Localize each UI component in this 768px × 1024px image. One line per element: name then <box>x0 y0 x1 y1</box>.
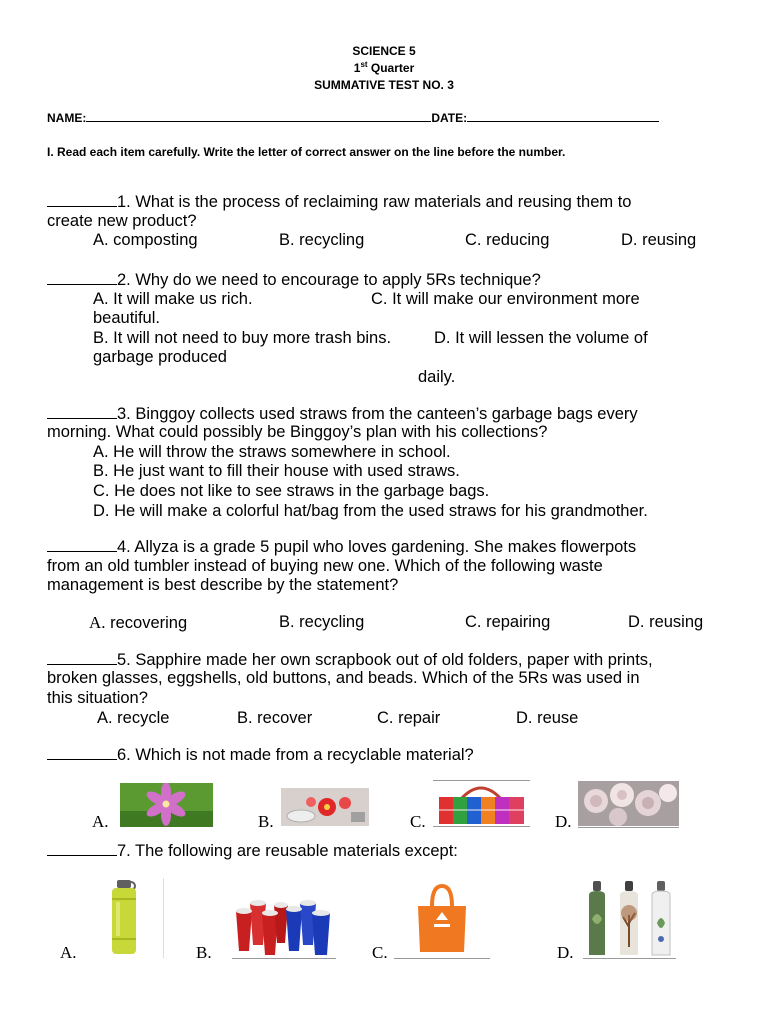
q4-option-a <box>89 613 187 634</box>
plastic-cups-photo <box>232 893 336 957</box>
q3-option-b: B. He just want to fill their house with used straws. <box>93 462 460 480</box>
q4-option-c: C. repairing <box>465 613 551 631</box>
q3-text-cont: morning. What could possibly be Binggoy’s plan with his collections? <box>47 423 548 441</box>
q1-text: 1. What is the process of reclaiming raw materials and reusing them to <box>117 193 632 211</box>
plastic-flower-craft-photo <box>281 788 369 826</box>
q5-option-d: D. reuse <box>516 709 579 727</box>
shopping-bag-photo <box>414 882 470 954</box>
question-1 <box>47 192 631 213</box>
subject-title: SCIENCE 5 <box>352 44 416 58</box>
q1-text-cont: create new product? <box>47 212 197 230</box>
answer-blank-2[interactable] <box>47 270 117 285</box>
question-3 <box>47 404 638 425</box>
q7-option-d: D. <box>557 943 574 962</box>
straw-bag-photo <box>433 781 530 826</box>
q5-text-cont: broken glasses, eggshells, old buttons, and beads. Which of the 5Rs was used in <box>47 669 640 687</box>
q4-text-cont2: management is best describe by the statement? <box>47 576 399 594</box>
name-field[interactable] <box>86 110 431 122</box>
instructions: I. Read each item carefully. Write the letter of correct answer on the line before the number. <box>47 145 566 159</box>
answer-blank-1[interactable] <box>47 192 117 207</box>
question-4 <box>47 537 636 558</box>
question-6 <box>47 745 474 766</box>
answer-blank-7[interactable] <box>47 841 117 856</box>
q2-option-c-cont: beautiful. <box>93 309 160 327</box>
q4-text-cont: from an old tumbler instead of buying new one. Which of the following waste <box>47 557 603 575</box>
q1-option-d: D. reusing <box>621 231 697 249</box>
answer-blank-3[interactable] <box>47 404 117 419</box>
test-title: SUMMATIVE TEST NO. 3 <box>314 78 454 92</box>
q6-option-b: B. <box>258 812 274 831</box>
q6-option-c: C. <box>410 812 426 831</box>
answer-blank-6[interactable] <box>47 745 117 760</box>
quarter-number: 1 <box>353 61 361 75</box>
question-5 <box>47 650 653 671</box>
q1-option-a: A. composting <box>93 231 198 249</box>
answer-blank-4[interactable] <box>47 537 117 552</box>
tumbler-bottle-photo <box>104 878 142 956</box>
pink-flower-photo <box>120 783 213 827</box>
q2-option-c: C. It will make our environment more <box>371 290 640 308</box>
q4-option-b: B. recycling <box>279 613 365 631</box>
q4-text: 4. Allyza is a grade 5 pupil who loves gardening. She makes flowerpots <box>117 538 637 556</box>
q6-text: 6. Which is not made from a recyclable material? <box>117 746 474 764</box>
q2-option-b: B. It will not need to buy more trash bins. <box>93 329 392 347</box>
name-date-row <box>47 110 659 125</box>
q3-option-c: C. He does not like to see straws in the garbage bags. <box>93 482 490 500</box>
q4-option-a-text: recovering <box>105 614 188 632</box>
q7-text: 7. The following are reusable materials except: <box>117 842 458 860</box>
q1-option-b: B. recycling <box>279 231 365 249</box>
q7-option-a: A. <box>60 943 77 962</box>
q4-option-a-letter: A. <box>89 613 106 632</box>
q2-option-d-cont2: daily. <box>418 368 456 386</box>
q1-option-c: C. reducing <box>465 231 550 249</box>
q4-option-d: D. reusing <box>628 613 704 631</box>
quarter-title <box>0 60 768 75</box>
q3-text: 3. Binggoy collects used straws from the canteen’s garbage bags every <box>117 405 638 423</box>
date-field[interactable] <box>467 110 659 122</box>
q6-option-a: A. <box>92 812 109 831</box>
date-label: DATE: <box>431 111 468 125</box>
q5-option-b: B. recover <box>237 709 313 727</box>
q5-text: 5. Sapphire made her own scrapbook out of old folders, paper with prints, <box>117 651 653 669</box>
paper-roses-photo <box>578 781 679 826</box>
q7-option-b: B. <box>196 943 212 962</box>
q3-option-d: D. He will make a colorful hat/bag from the used straws for his grandmother. <box>93 502 648 520</box>
q2-option-a: A. It will make us rich. <box>93 290 253 308</box>
q5-option-c: C. repair <box>377 709 441 727</box>
q2-option-d-cont: garbage produced <box>93 348 227 366</box>
name-label: NAME: <box>47 111 87 125</box>
question-7 <box>47 841 458 862</box>
q3-option-a: A. He will throw the straws somewhere in school. <box>93 443 451 461</box>
answer-blank-5[interactable] <box>47 650 117 665</box>
q2-option-d: D. It will lessen the volume of <box>434 329 648 347</box>
q5-text-cont2: this situation? <box>47 689 148 707</box>
quarter-word: Quarter <box>367 61 415 75</box>
question-2 <box>47 270 541 291</box>
metal-bottles-photo <box>583 879 676 957</box>
quarter-suffix: st <box>360 60 368 69</box>
q7-option-c: C. <box>372 943 388 962</box>
q6-option-d: D. <box>555 812 572 831</box>
q2-text: 2. Why do we need to encourage to apply 5Rs technique? <box>117 271 541 289</box>
q5-option-a: A. recycle <box>97 709 170 727</box>
